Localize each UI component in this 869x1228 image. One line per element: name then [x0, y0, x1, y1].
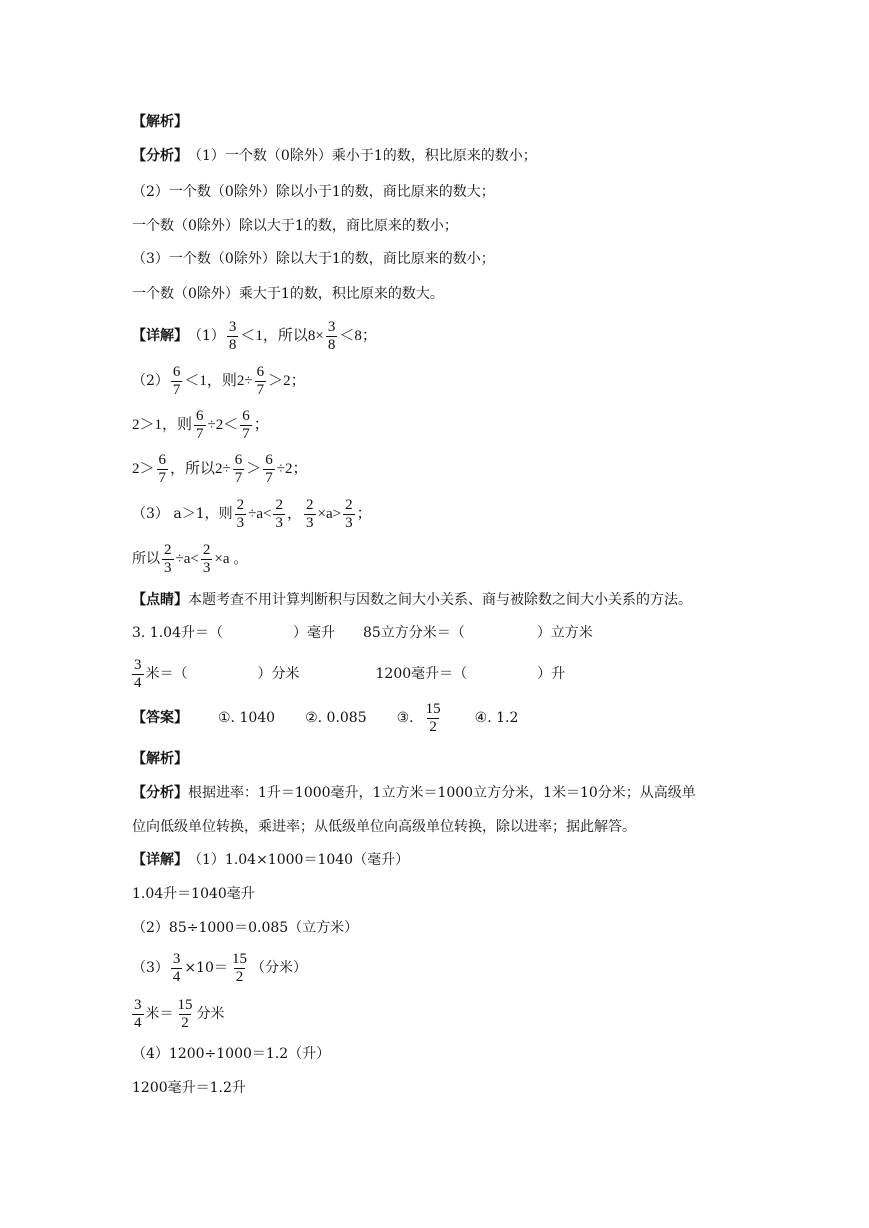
- text: 2＞: [132, 461, 155, 477]
- numerator: 2: [236, 496, 245, 513]
- fraction: [201, 542, 213, 577]
- label: 【解析】: [132, 751, 188, 767]
- text: 分米: [196, 1006, 225, 1022]
- text: 一个数（0除外）除以大于1的数，商比原来的数小；: [132, 218, 458, 234]
- text: ×a>: [317, 506, 342, 522]
- text: （4）1200÷1000＝1.2（升）: [132, 1046, 331, 1062]
- denominator: 8: [228, 336, 237, 353]
- text: （分米）: [250, 960, 307, 976]
- fraction: [304, 497, 316, 532]
- numerator: 3: [228, 318, 237, 335]
- numerator: 6: [234, 451, 243, 468]
- numerator: 6: [158, 451, 167, 468]
- label: 【解析】: [132, 114, 188, 130]
- text: ÷a<: [175, 551, 199, 567]
- fraction: [171, 364, 183, 399]
- numerator: 6: [196, 407, 204, 424]
- denominator: 3: [275, 514, 283, 531]
- detail2-line-7: [132, 1078, 246, 1098]
- text: 根据进率：1升＝1000毫升，1立方米＝1000立方分米，1米＝10分米；从高级单: [188, 785, 696, 801]
- fraction: [424, 701, 443, 736]
- denominator: 4: [134, 674, 142, 691]
- text: ÷a<: [248, 506, 272, 522]
- detail-line-6: [132, 539, 248, 579]
- answer-1: ①. 1040: [218, 710, 276, 726]
- text: 2＞1，则: [132, 417, 193, 433]
- numerator: 6: [242, 407, 250, 424]
- text: ×10＝: [184, 960, 228, 976]
- text: ＜1，所以8×: [240, 328, 324, 344]
- fraction: [162, 542, 174, 577]
- analysis-line-5: [132, 284, 444, 304]
- text: 1200毫升＝1.2升: [132, 1080, 246, 1096]
- text: （1）一个数（0除外）乘小于1的数，积比原来的数小；: [188, 148, 537, 164]
- text: ）升: [537, 666, 566, 682]
- numerator: 2: [306, 496, 314, 513]
- denominator: 4: [134, 1014, 142, 1031]
- text: ）分米: [257, 666, 300, 682]
- detail2-line-2: [132, 884, 255, 904]
- numerator: 6: [256, 363, 265, 380]
- analysis2-line-1: [132, 783, 696, 803]
- fraction: [233, 452, 245, 487]
- denominator: 3: [236, 514, 245, 531]
- text: ÷2；: [276, 461, 308, 477]
- analysis-line-4: [132, 249, 495, 269]
- fraction: [326, 319, 338, 354]
- numerator: 6: [265, 451, 273, 468]
- text: ＜1，则2÷: [184, 373, 253, 389]
- text: 一个数（0除外）乘大于1的数，积比原来的数大。: [132, 286, 444, 302]
- answer-line: [132, 698, 518, 738]
- text: ＞: [246, 461, 262, 477]
- detail-line-3: [132, 405, 269, 445]
- text: 本题考查不用计算判断积与因数之间大小关系、商与被除数之间大小关系的方法。: [188, 592, 692, 608]
- numerator: 3: [134, 996, 142, 1013]
- detail-line-2: [132, 361, 306, 401]
- text: 85立方分米＝（: [362, 625, 465, 641]
- analysis-line-3: [132, 216, 458, 236]
- question-3-line-2: [132, 654, 565, 694]
- detail2-line-3: [132, 918, 358, 938]
- fraction: [255, 364, 267, 399]
- text: ÷2＜: [207, 417, 239, 433]
- text: （2）: [132, 373, 169, 389]
- denominator: 3: [164, 559, 172, 576]
- numerator: 3: [327, 318, 336, 335]
- fraction: [230, 951, 249, 986]
- text: 3. 1.04升＝（: [132, 625, 223, 641]
- fraction: [132, 657, 144, 692]
- text: ；: [253, 417, 269, 433]
- numerator: 15: [425, 700, 441, 717]
- text: 1.04升＝1040毫升: [132, 886, 255, 902]
- denominator: 7: [196, 425, 204, 442]
- analysis-heading: [132, 112, 188, 132]
- answer-4: ④. 1.2: [474, 710, 519, 726]
- denominator: 3: [345, 514, 353, 531]
- fraction: [273, 497, 285, 532]
- fraction: [176, 997, 195, 1032]
- numerator: 2: [275, 496, 283, 513]
- comment-line: [132, 590, 692, 610]
- denominator: 3: [202, 559, 211, 576]
- fraction: [263, 452, 275, 487]
- denominator: 7: [265, 469, 273, 486]
- denominator: 7: [234, 469, 243, 486]
- denominator: 2: [429, 718, 437, 735]
- text: ＜8；: [339, 328, 377, 344]
- text: ×a 。: [214, 551, 249, 567]
- text: （1）: [188, 328, 225, 344]
- label: 【详解】: [132, 852, 188, 868]
- fraction: [171, 951, 183, 986]
- text: ；: [356, 506, 372, 522]
- text: ，所以2÷: [170, 461, 231, 477]
- denominator: 3: [306, 514, 314, 531]
- detail-line-4: [132, 449, 308, 489]
- text: 米＝: [145, 1006, 174, 1022]
- numerator: 15: [177, 996, 193, 1013]
- denominator: 7: [158, 469, 167, 486]
- fraction: [235, 497, 247, 532]
- label: 【分析】: [132, 785, 188, 801]
- numerator: 15: [231, 950, 247, 967]
- analysis2-line-2: [132, 817, 636, 837]
- text: 米＝（: [145, 666, 188, 682]
- text: （2）85÷1000＝0.085（立方米）: [132, 920, 359, 936]
- numerator: 6: [172, 363, 181, 380]
- text: 1200毫升＝（: [375, 666, 468, 682]
- text: ）毫升: [292, 625, 335, 641]
- fraction: [194, 408, 206, 443]
- analysis-line-2: [132, 182, 495, 202]
- numerator: 3: [172, 950, 181, 967]
- text: ，: [286, 506, 302, 522]
- denominator: 7: [172, 381, 181, 398]
- fraction: [227, 319, 239, 354]
- detail2-line-4: [132, 948, 307, 988]
- denominator: 8: [327, 336, 336, 353]
- detail-line-5: [132, 494, 372, 534]
- text: ）立方米: [536, 625, 593, 641]
- answer-2: ②. 0.085: [305, 710, 367, 726]
- label: 【答案】: [132, 710, 188, 726]
- detail2-line-1: [132, 850, 409, 870]
- text: （1）1.04×1000＝1040（毫升）: [188, 852, 410, 868]
- text: 位向低级单位转换，乘进率；从低级单位向高级单位转换，除以进率；据此解答。: [132, 819, 636, 835]
- analysis-line-1: [132, 146, 537, 166]
- denominator: 7: [242, 425, 250, 442]
- text: （3） a＞1，则: [132, 506, 233, 522]
- denominator: 2: [181, 1014, 189, 1031]
- answer-3-label: ③.: [396, 710, 414, 726]
- label: 【详解】: [132, 328, 188, 344]
- text: 所以: [132, 551, 160, 567]
- numerator: 2: [164, 541, 172, 558]
- fraction: [132, 997, 144, 1032]
- detail-line-1: [132, 316, 377, 356]
- text: （3）一个数（0除外）除以大于1的数，商比原来的数小；: [132, 251, 495, 267]
- fraction: [157, 452, 169, 487]
- analysis-heading-2: [132, 749, 188, 769]
- fraction: [240, 408, 252, 443]
- text: ＞2；: [268, 373, 306, 389]
- detail2-line-5: [132, 994, 225, 1034]
- numerator: 3: [134, 656, 142, 673]
- numerator: 2: [202, 541, 211, 558]
- text: （2）一个数（0除外）除以小于1的数，商比原来的数大；: [132, 184, 495, 200]
- denominator: 4: [172, 968, 181, 985]
- numerator: 2: [345, 496, 353, 513]
- fraction: [343, 497, 355, 532]
- detail2-line-6: [132, 1044, 330, 1064]
- denominator: 7: [256, 381, 265, 398]
- question-3-line-1: [132, 623, 593, 643]
- label: 【点睛】: [132, 592, 188, 608]
- label: 【分析】: [132, 148, 188, 164]
- denominator: 2: [235, 968, 244, 985]
- text: （3）: [132, 960, 169, 976]
